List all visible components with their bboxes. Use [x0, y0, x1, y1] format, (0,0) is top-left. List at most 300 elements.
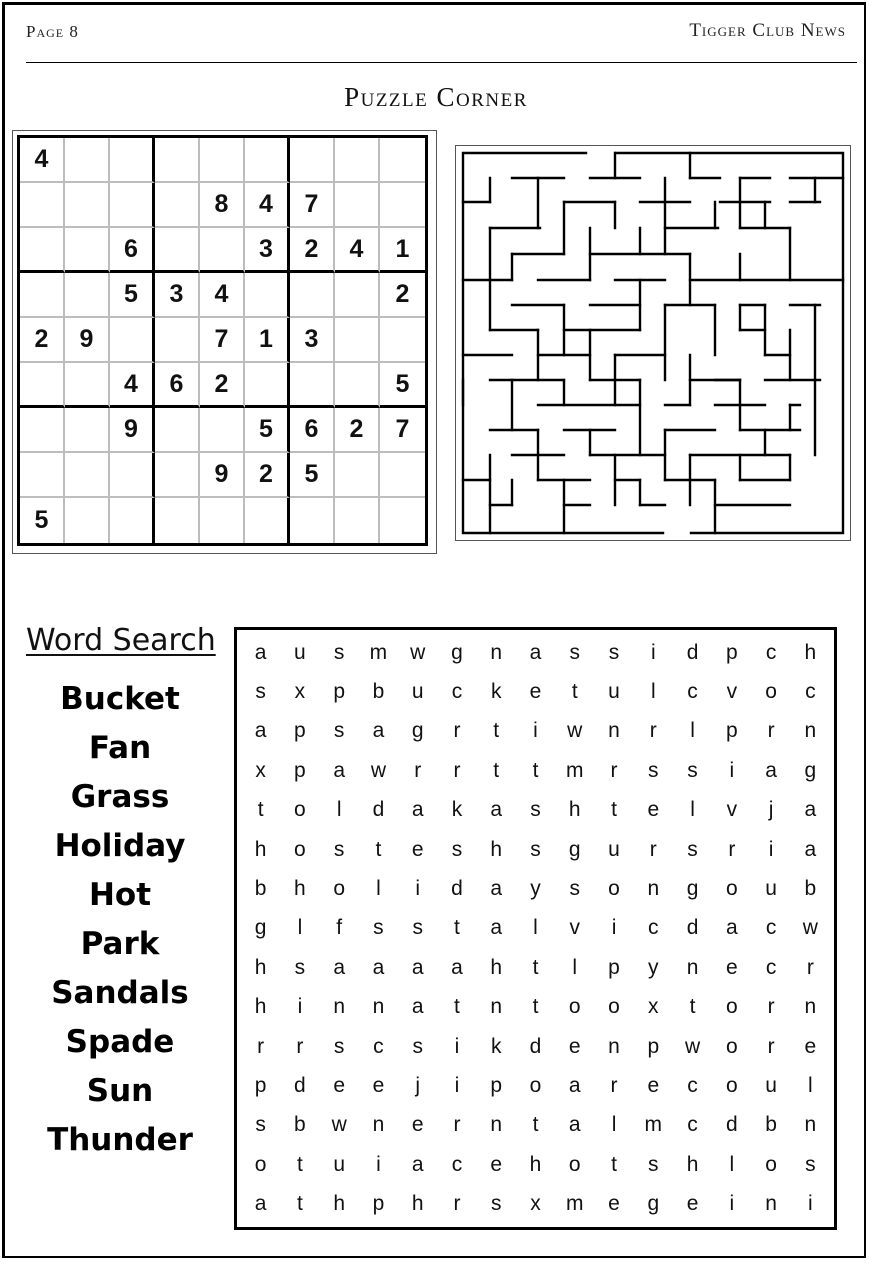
letter-cell: d: [686, 916, 699, 940]
letter-cell: g: [686, 877, 699, 901]
sudoku-cell: 8: [200, 183, 245, 228]
letter-cell: a: [765, 758, 777, 782]
letter-cell: l: [336, 798, 342, 822]
letter-cell: n: [804, 719, 817, 743]
letter-cell: u: [765, 877, 777, 901]
letter-cell: b: [804, 877, 817, 901]
sudoku-cell: [65, 498, 110, 543]
sudoku-cell: [110, 138, 155, 183]
letter-cell: r: [767, 995, 775, 1019]
letter-cell: e: [411, 837, 424, 861]
sudoku-cell: [200, 138, 245, 183]
letter-cell: w: [410, 640, 426, 664]
sudoku-cell: 4: [245, 183, 290, 228]
letter-cell: a: [490, 916, 503, 940]
letter-cell: g: [647, 1192, 660, 1216]
letter-cell: e: [411, 1113, 424, 1137]
letter-cell: i: [729, 1192, 735, 1216]
sudoku-cell: [380, 138, 425, 183]
letter-cell: s: [333, 719, 345, 743]
sudoku-cell: [200, 228, 245, 273]
sudoku-cell: 6: [155, 363, 200, 408]
letter-cell: t: [532, 1113, 539, 1137]
sudoku-cell: [65, 138, 110, 183]
letter-cell: o: [529, 1074, 542, 1098]
word-search-heading: Word Search: [26, 623, 216, 658]
letter-cell: x: [530, 1192, 541, 1216]
letter-cell: r: [806, 955, 814, 979]
letter-cell: s: [805, 1152, 816, 1176]
letter-cell: r: [257, 1034, 265, 1058]
sudoku-cell: [335, 453, 380, 498]
sudoku-cell: 1: [245, 318, 290, 363]
sudoku-cell: 3: [155, 273, 200, 318]
sudoku-cell: [380, 453, 425, 498]
letter-cell: t: [375, 837, 382, 861]
letter-cell: x: [255, 758, 266, 782]
word-list-item: Sandals: [51, 975, 189, 1011]
letter-cell: i: [297, 995, 303, 1019]
maze: [455, 145, 851, 541]
letter-cell: s: [451, 837, 463, 861]
letter-cell: w: [567, 719, 583, 743]
letter-cell: e: [686, 1192, 699, 1216]
letter-cell: s: [530, 837, 541, 861]
letter-cell: h: [529, 1152, 542, 1176]
letter-cell: h: [490, 837, 503, 861]
letter-cell: r: [728, 837, 736, 861]
letter-cell: k: [490, 680, 502, 704]
letter-cell: r: [296, 1034, 304, 1058]
sudoku-cell: [155, 318, 200, 363]
sudoku-cell: 5: [290, 453, 335, 498]
letter-cell: h: [294, 877, 306, 901]
sudoku-cell: [335, 138, 380, 183]
letter-cell: i: [454, 1074, 460, 1098]
sudoku-cell: 2: [380, 273, 425, 318]
letter-cell: h: [568, 798, 581, 822]
letter-cell: h: [254, 995, 267, 1019]
sudoku-cell: 4: [20, 138, 65, 183]
letter-cell: n: [490, 1113, 503, 1137]
letter-cell: b: [254, 877, 267, 901]
letter-cell: o: [608, 995, 620, 1019]
letter-cell: u: [608, 680, 620, 704]
word-list-item: Thunder: [47, 1122, 193, 1158]
letter-cell: a: [254, 1192, 267, 1216]
letter-cell: s: [333, 1034, 345, 1058]
sudoku-cell: 2: [290, 228, 335, 273]
sudoku-cell: [380, 183, 425, 228]
letter-cell: g: [254, 916, 267, 940]
letter-cell: n: [608, 1034, 620, 1058]
letter-cell: c: [805, 680, 816, 704]
letter-cell: a: [411, 995, 424, 1019]
letter-cell: c: [687, 680, 698, 704]
letter-cell: a: [333, 955, 345, 979]
letter-cell: r: [767, 1034, 775, 1058]
letter-cell: v: [726, 798, 738, 822]
letter-cell: m: [566, 758, 584, 782]
letter-cell: s: [333, 837, 345, 861]
letter-cell: o: [725, 995, 738, 1019]
letter-cell: s: [687, 837, 698, 861]
letter-cell: n: [608, 719, 620, 743]
letter-cell: i: [533, 719, 538, 743]
sudoku-cell: 7: [290, 183, 335, 228]
word-list-item: Sun: [86, 1073, 154, 1109]
letter-cell: a: [568, 1074, 581, 1098]
letter-cell: d: [294, 1074, 306, 1098]
letter-cell: o: [254, 1152, 267, 1176]
sudoku-cell: 2: [335, 408, 380, 453]
letter-cell: m: [566, 1192, 584, 1216]
letter-cell: k: [451, 798, 463, 822]
letter-cell: n: [804, 995, 817, 1019]
sudoku-grid: [17, 135, 428, 546]
letter-cell: a: [254, 719, 267, 743]
letter-cell: o: [294, 837, 306, 861]
letter-cell: a: [411, 955, 424, 979]
letter-cell: a: [490, 798, 503, 822]
letter-cell: t: [454, 916, 460, 940]
letter-cell: a: [372, 719, 385, 743]
sudoku-cell: [155, 228, 200, 273]
letter-cell: c: [451, 680, 463, 704]
sudoku-cell: [65, 408, 110, 453]
letter-cell: i: [768, 837, 774, 861]
letter-cell: u: [294, 640, 306, 664]
letter-cell: b: [765, 1113, 777, 1137]
letter-cell: o: [765, 1152, 777, 1176]
letter-cell: p: [294, 719, 306, 743]
sudoku-cell: 5: [20, 498, 65, 543]
letter-cell: s: [294, 955, 306, 979]
letter-cell: h: [411, 1192, 424, 1216]
sudoku-cell: 5: [110, 273, 155, 318]
sudoku-cell: [335, 498, 380, 543]
letter-cell: i: [729, 758, 735, 782]
letter-cell: u: [333, 1152, 345, 1176]
letter-cell: l: [611, 1113, 617, 1137]
letter-cell: d: [686, 640, 699, 664]
letter-cell: i: [454, 1034, 460, 1058]
letter-cell: h: [254, 837, 267, 861]
letter-cell: l: [572, 955, 578, 979]
header-divider: [26, 62, 857, 63]
letter-cell: a: [254, 640, 267, 664]
letter-cell: p: [333, 680, 345, 704]
sudoku-cell: [110, 318, 155, 363]
sudoku-cell: [245, 363, 290, 408]
letter-cell: l: [533, 916, 538, 940]
letter-cell: h: [333, 1192, 345, 1216]
letter-cell: w: [370, 758, 387, 782]
letter-cell: t: [532, 758, 539, 782]
sudoku-cell: 7: [380, 408, 425, 453]
letter-cell: x: [294, 680, 306, 704]
sudoku-cell: 9: [65, 318, 110, 363]
letter-cell: y: [648, 955, 659, 979]
sudoku-cell: 3: [290, 318, 335, 363]
letter-cell: p: [608, 955, 620, 979]
sudoku-cell: [65, 453, 110, 498]
sudoku-cell: 4: [335, 228, 380, 273]
word-list-item: Park: [80, 926, 160, 962]
sudoku-cell: 2: [245, 453, 290, 498]
letter-cell: y: [530, 877, 541, 901]
letter-cell: t: [532, 955, 539, 979]
letter-cell: r: [453, 758, 461, 782]
letter-cell: n: [490, 640, 503, 664]
sudoku-cell: 4: [200, 273, 245, 318]
word-list-item: Grass: [70, 779, 170, 815]
letter-cell: v: [569, 916, 580, 940]
letter-cell: p: [725, 640, 738, 664]
letter-cell: c: [687, 1113, 698, 1137]
sudoku-cell: [20, 228, 65, 273]
sudoku-cell: 4: [110, 363, 155, 408]
letter-cell: c: [451, 1152, 463, 1176]
letter-cell: r: [453, 1192, 461, 1216]
letter-cell: t: [493, 719, 500, 743]
sudoku-cell: [155, 453, 200, 498]
letter-cell: r: [414, 758, 422, 782]
letter-cell: o: [725, 1034, 738, 1058]
word-list-item: Hot: [88, 877, 152, 913]
letter-cell: s: [608, 640, 620, 664]
letter-cell: o: [725, 877, 738, 901]
letter-cell: a: [568, 1113, 581, 1137]
letter-cell: c: [765, 916, 777, 940]
sudoku-cell: 3: [245, 228, 290, 273]
sudoku-cell: [335, 273, 380, 318]
letter-cell: t: [296, 1192, 303, 1216]
letter-cell: e: [725, 955, 738, 979]
letter-cell: s: [255, 1113, 266, 1137]
letter-cell: t: [571, 680, 578, 704]
letter-cell: s: [333, 640, 345, 664]
letter-cell: o: [568, 1152, 581, 1176]
letter-cell: t: [493, 758, 500, 782]
letter-cell: a: [804, 837, 817, 861]
sudoku-cell: [380, 318, 425, 363]
letter-cell: n: [765, 1192, 777, 1216]
letter-cell: i: [415, 877, 421, 901]
sudoku-cell: [65, 183, 110, 228]
letter-cell: s: [687, 758, 698, 782]
sudoku-cell: 5: [245, 408, 290, 453]
sudoku-cell: 2: [200, 363, 245, 408]
letter-cell: e: [333, 1074, 345, 1098]
letter-cell: s: [373, 916, 384, 940]
letter-cell: n: [490, 995, 503, 1019]
sudoku-cell: [290, 273, 335, 318]
letter-cell: i: [650, 640, 656, 664]
sudoku-cell: [380, 498, 425, 543]
letter-cell: t: [689, 995, 696, 1019]
letter-cell: a: [725, 916, 738, 940]
letter-cell: b: [372, 680, 385, 704]
letter-cell: g: [804, 758, 817, 782]
letter-cell: e: [647, 1074, 660, 1098]
letter-cell: r: [453, 1113, 461, 1137]
sudoku-cell: [20, 183, 65, 228]
letter-cell: c: [687, 1074, 698, 1098]
letter-cell: g: [451, 640, 463, 664]
letter-cell: f: [336, 916, 343, 940]
letter-cell: l: [650, 680, 656, 704]
letter-cell: a: [490, 877, 503, 901]
letter-cell: s: [569, 877, 580, 901]
letter-cell: l: [729, 1152, 735, 1176]
letter-cell: v: [726, 680, 738, 704]
letter-cell: n: [333, 995, 345, 1019]
letter-cell: t: [532, 995, 539, 1019]
sudoku-cell: [335, 363, 380, 408]
letter-cell: c: [648, 916, 659, 940]
letter-cell: g: [411, 719, 424, 743]
letter-cell: r: [649, 719, 657, 743]
letter-cell: s: [530, 798, 541, 822]
letter-cell: u: [411, 680, 424, 704]
letter-cell: t: [611, 798, 617, 822]
letter-cell: w: [684, 1034, 701, 1058]
letter-cell: u: [608, 837, 620, 861]
letter-cell: h: [804, 640, 817, 664]
letter-cell: s: [412, 1034, 423, 1058]
letter-cell: a: [451, 955, 463, 979]
letter-cell: e: [490, 1152, 503, 1176]
sudoku-cell: [290, 498, 335, 543]
letter-cell: e: [568, 1034, 581, 1058]
letter-cell: e: [608, 1192, 620, 1216]
letter-cell: o: [294, 798, 306, 822]
letter-cell: s: [569, 640, 580, 664]
sudoku-cell: 9: [110, 408, 155, 453]
letter-cell: s: [648, 1152, 659, 1176]
letter-cell: w: [331, 1113, 347, 1137]
letter-cell: p: [647, 1034, 660, 1058]
letter-cell: a: [529, 640, 542, 664]
word-list-item: Bucket: [60, 681, 180, 717]
letter-cell: x: [648, 995, 659, 1019]
letter-cell: s: [490, 1192, 502, 1216]
letter-cell: l: [690, 798, 695, 822]
letter-cell: r: [453, 719, 461, 743]
letter-cell: n: [372, 995, 385, 1019]
sudoku-cell: [20, 453, 65, 498]
letter-cell: o: [568, 995, 581, 1019]
letter-cell: t: [257, 798, 264, 822]
letter-cell: d: [529, 1034, 542, 1058]
sudoku-cell: 5: [380, 363, 425, 408]
sudoku-cell: [200, 408, 245, 453]
sudoku-cell: 2: [20, 318, 65, 363]
letter-cell: g: [568, 837, 581, 861]
letter-cell: r: [610, 758, 618, 782]
sudoku-cell: [20, 363, 65, 408]
letter-cell: e: [529, 680, 542, 704]
sudoku-cell: [335, 183, 380, 228]
letter-cell: r: [767, 719, 775, 743]
maze-walls: [460, 150, 846, 536]
letter-cell: c: [765, 955, 777, 979]
page-number: Page 8: [26, 22, 79, 41]
letter-cell: l: [690, 719, 695, 743]
sudoku-cell: [245, 498, 290, 543]
letter-cell: i: [376, 1152, 381, 1176]
letter-cell: t: [611, 1152, 617, 1176]
letter-cell: d: [725, 1113, 738, 1137]
letter-cell: o: [333, 877, 345, 901]
word-search-grid: [234, 627, 837, 1230]
letter-cell: b: [294, 1113, 306, 1137]
sudoku-cell: [20, 408, 65, 453]
word-list-item: Spade: [65, 1024, 175, 1060]
sudoku-cell: 6: [110, 228, 155, 273]
sudoku-cell: [290, 363, 335, 408]
sudoku-cell: [110, 453, 155, 498]
letter-cell: k: [490, 1034, 502, 1058]
letter-cell: d: [451, 877, 463, 901]
section-title: Puzzle Corner: [344, 82, 528, 112]
sudoku-cell: [155, 183, 200, 228]
letter-cell: o: [608, 877, 620, 901]
letter-cell: c: [765, 640, 777, 664]
letter-cell: i: [808, 1192, 813, 1216]
newsletter-name: Tigger Club News: [689, 20, 846, 41]
sudoku-cell: [335, 318, 380, 363]
letter-cell: j: [768, 798, 774, 822]
letter-cell: n: [686, 955, 699, 979]
letter-cell: n: [804, 1113, 817, 1137]
letter-cell: h: [254, 955, 267, 979]
letter-cell: w: [802, 916, 818, 940]
letter-cell: a: [804, 798, 817, 822]
sudoku-cell: 6: [290, 408, 335, 453]
letter-cell: a: [333, 758, 345, 782]
letter-cell: u: [765, 1074, 777, 1098]
letter-cell: e: [804, 1034, 817, 1058]
word-list-item: Fan: [88, 730, 152, 766]
letter-cell: m: [369, 640, 388, 664]
sudoku-cell: 1: [380, 228, 425, 273]
letter-cell: p: [294, 758, 306, 782]
word-list-item: Holiday: [54, 828, 186, 864]
sudoku-cell: [200, 498, 245, 543]
letter-cell: o: [725, 1074, 738, 1098]
letter-cell: j: [415, 1074, 421, 1098]
letter-cell: p: [254, 1074, 267, 1098]
letter-cell: n: [372, 1113, 385, 1137]
letter-cell: s: [648, 758, 659, 782]
letter-cell: e: [372, 1074, 385, 1098]
letter-cell: d: [372, 798, 385, 822]
letter-cell: a: [411, 798, 424, 822]
letter-cell: t: [296, 1152, 303, 1176]
letter-cell: p: [372, 1192, 385, 1216]
letter-cell: r: [649, 837, 657, 861]
letter-cell: t: [454, 995, 460, 1019]
letter-cell: n: [647, 877, 660, 901]
letter-cell: s: [255, 680, 266, 704]
sudoku-cell: [110, 183, 155, 228]
sudoku-cell: [65, 228, 110, 273]
letter-cell: r: [610, 1074, 618, 1098]
letter-cell: m: [644, 1113, 663, 1137]
letter-cell: h: [686, 1152, 699, 1176]
